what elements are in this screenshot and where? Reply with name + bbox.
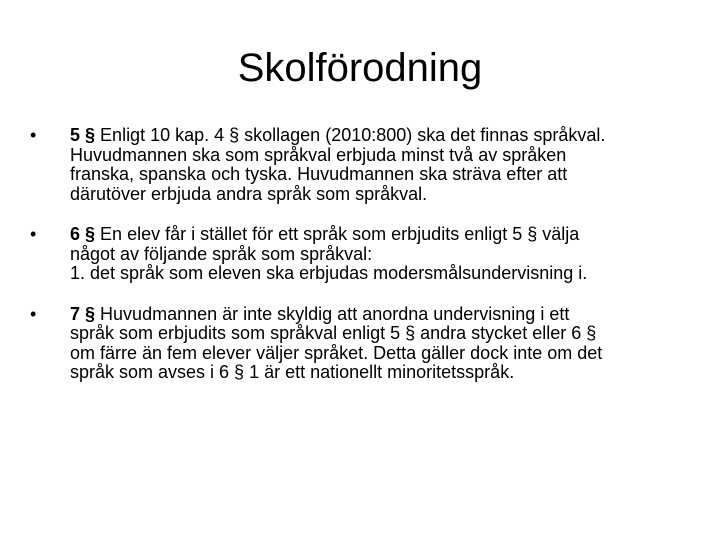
bullet-7-line-2: språk som erbjudits som språkval enligt 5 § andra stycket eller 6 § [70, 323, 597, 343]
bullet-marker: • [30, 125, 37, 145]
bullet-5-line-1 [70, 126, 680, 146]
paragraph-number: 7 § [70, 303, 96, 324]
bullet-7-line-3: om färre än fem elever väljer språket. Detta gäller dock inte om det [70, 342, 603, 363]
bullet-7-line-4: språk som avses i 6 § 1 är ett nationellt minoritetsspråk. [70, 362, 515, 382]
paragraph-number: 5 § [70, 125, 96, 145]
bullet-6 [30, 225, 680, 284]
bullet-list [30, 126, 680, 404]
bullet-text: En elev får i stället för ett språk som erbjudits enligt 5 § välja [100, 224, 580, 244]
bullet-5-line-2: Huvudmannen ska som språkval erbjuda minst två av språken [70, 144, 567, 165]
bullet-7 [30, 305, 680, 383]
bullet-6-line-1 [70, 225, 680, 245]
bullet-text: Enligt 10 kap. 4 § skollagen (2010:800) ska det finnas språkval. [100, 125, 606, 145]
bullet-5 [30, 126, 680, 204]
bullet-6-line-2: något av följande språk som språkval: [70, 243, 373, 264]
bullet-5-line-4: därutöver erbjuda andra språk som språkval. [70, 183, 428, 204]
bullet-marker: • [30, 303, 37, 324]
bullet-7-line-1 [70, 305, 680, 325]
bullet-5-line-3: franska, spanska och tyska. Huvudmannen ska sträva efter att [70, 164, 568, 184]
bullet-marker: • [30, 224, 37, 244]
bullet-6-line-3: 1. det språk som eleven ska erbjudas modersmålsundervisning i. [70, 263, 588, 283]
paragraph-number: 6 § [70, 224, 96, 244]
slide-title: Skolförodning [237, 46, 483, 90]
bullet-text: Huvudmannen är inte skyldig att anordna undervisning i ett [100, 303, 570, 324]
